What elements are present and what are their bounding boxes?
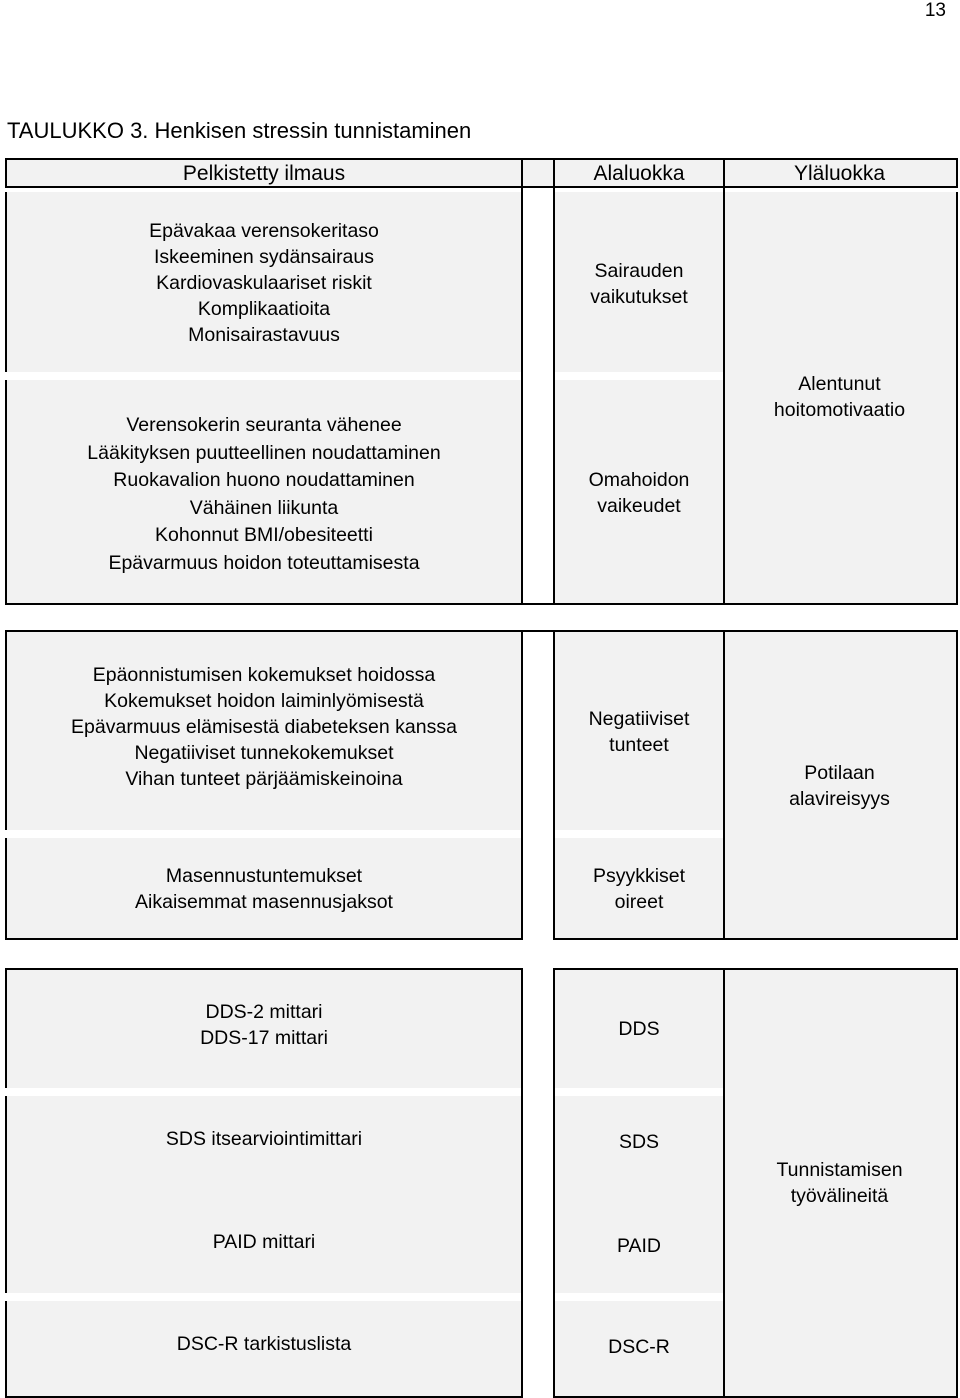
s2-expressions xyxy=(5,380,521,603)
s1-subcategory xyxy=(555,192,723,372)
divider-v3-b xyxy=(723,630,725,940)
s4-expressions xyxy=(5,838,521,940)
s3-expr-3: Epävarmuus elämisestä diabeteksen kanssa xyxy=(71,716,457,738)
divider-v1-a xyxy=(521,158,523,603)
s3-maincategory xyxy=(723,632,958,940)
divider-v1-b xyxy=(521,630,523,940)
header-underline xyxy=(5,186,958,188)
header-col2: Alaluokka xyxy=(555,158,723,188)
s2-subcategory xyxy=(555,380,723,603)
s2-maincategory xyxy=(723,192,958,603)
s7-subcategory xyxy=(555,1301,723,1398)
s3-main-2: alavireisyys xyxy=(789,788,890,810)
header-col3: Yläluokka xyxy=(723,158,958,188)
s3-subcategory xyxy=(555,632,723,830)
s1-sub-1: Sairauden xyxy=(594,260,684,282)
s5-sub-1: DDS xyxy=(618,1018,660,1040)
s6-expressions xyxy=(5,1096,521,1293)
s5-expr-2: DDS-17 mittari xyxy=(200,1027,328,1049)
s6-main-1: Tunnistamisen xyxy=(776,1159,903,1181)
s7-sub-1: DSC-R xyxy=(608,1336,670,1358)
divider-v2-c xyxy=(553,968,555,1398)
page-number: 13 xyxy=(924,0,946,21)
stress-identification-table xyxy=(5,158,958,1398)
s6-main-2: työvälineitä xyxy=(790,1185,889,1207)
s2-expr-3: Ruokavalion huono noudattaminen xyxy=(113,469,415,491)
s4-expr-2: Aikaisemmat masennusjaksot xyxy=(135,891,393,913)
s6-expr-1: SDS itsearviointimittari xyxy=(165,1128,363,1150)
s3-expr-4: Negatiiviset tunnekokemukset xyxy=(134,742,394,764)
s2-expr-1: Verensokerin seuranta vähenee xyxy=(126,414,402,436)
s2-expr-4: Vähäinen liikunta xyxy=(189,496,339,519)
s3-sub-2: tunteet xyxy=(609,734,669,756)
s1-expressions xyxy=(5,192,521,372)
s2-main-1: Alentunut xyxy=(798,373,881,395)
s3-expressions xyxy=(5,632,521,830)
s1-expr-2: Iskeeminen sydänsairaus xyxy=(153,246,375,268)
header-col1: Pelkistetty ilmaus xyxy=(5,158,521,188)
s2-expr-2: Lääkityksen puutteellinen noudattaminen xyxy=(87,441,441,464)
s6-expr-2: PAID mittari xyxy=(212,1231,316,1253)
divider-v3-c xyxy=(723,968,725,1398)
separator-line-top xyxy=(5,603,958,605)
s1-expr-1: Epävakaa verensokeritaso xyxy=(149,220,379,242)
s4-subcategory xyxy=(555,838,723,940)
s1-expr-3: Kardiovaskulaariset riskit xyxy=(156,272,372,294)
s6-sub-2: PAID xyxy=(616,1235,662,1257)
s4-sub-1: Psyykkiset xyxy=(592,865,686,887)
s6-maincategory xyxy=(723,968,958,1398)
s3-expr-5: Vihan tunteet pärjäämiskeinoina xyxy=(125,768,403,790)
s2-sub-1: Omahoidon xyxy=(588,469,690,491)
s2-main-2: hoitomotivaatio xyxy=(773,399,906,421)
s3-main-1: Potilaan xyxy=(804,762,875,784)
s5-expr-1: DDS-2 mittari xyxy=(205,1001,323,1023)
s3-expr-2: Kokemukset hoidon laiminlyömisestä xyxy=(104,690,424,712)
s4-sub-2: oireet xyxy=(614,891,664,913)
s5-subcategory xyxy=(555,968,723,1088)
s1-sub-2: vaikutukset xyxy=(590,286,688,308)
s1-expr-5: Monisairastavuus xyxy=(188,324,340,346)
s7-expr-1: DSC-R tarkistuslista xyxy=(176,1333,352,1355)
table-title: TAULUKKO 3. Henkisen stressin tunnistaminen xyxy=(7,118,472,143)
s7-expressions xyxy=(5,1301,521,1398)
s3-sub-1: Negatiiviset xyxy=(588,708,690,730)
s6-sub-1: SDS xyxy=(618,1131,660,1153)
s4-expr-1: Masennustuntemukset xyxy=(165,865,363,887)
divider-v3-a xyxy=(723,158,725,603)
s3-expr-1: Epäonnistumisen kokemukset hoidossa xyxy=(92,664,436,686)
s6-subcategory xyxy=(555,1096,723,1293)
divider-v2-b xyxy=(553,630,555,940)
s2-sub-2: vaikeudet xyxy=(597,495,681,517)
s2-expr-5: Kohonnut BMI/obesiteetti xyxy=(155,524,373,546)
s5-expressions xyxy=(5,968,521,1088)
divider-v1-c xyxy=(521,968,523,1398)
s1-expr-4: Komplikaatioita xyxy=(197,298,331,320)
s2-expr-6: Epävarmuus hoidon toteuttamisesta xyxy=(108,551,420,574)
divider-v2-a xyxy=(553,158,555,603)
